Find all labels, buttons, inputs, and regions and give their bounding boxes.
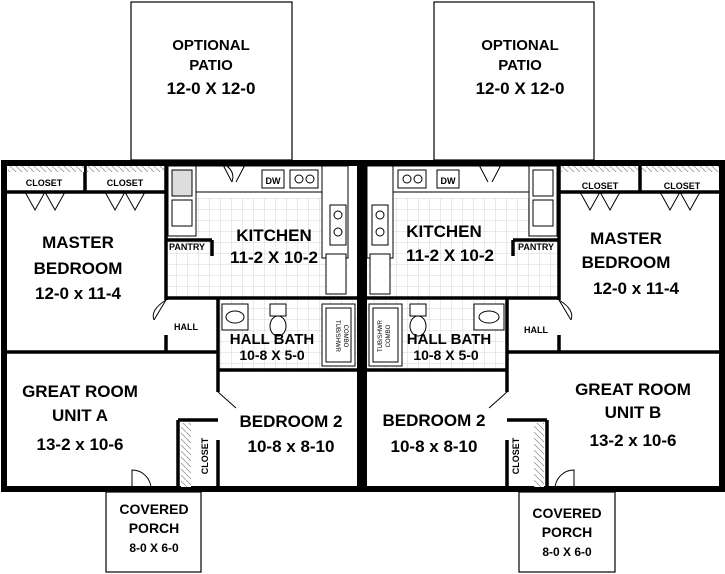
unit-a-master-line1: MASTER xyxy=(42,233,114,252)
party-wall xyxy=(357,163,367,489)
patio-right-size: 12-0 X 12-0 xyxy=(475,79,565,98)
unit-b-master-size: 12-0 x 11-4 xyxy=(592,279,680,298)
unit-b-closet-1: CLOSET xyxy=(581,181,619,191)
unit-a-pantry: PANTRY xyxy=(169,242,205,252)
unit-a-great-size: 13-2 x 10-6 xyxy=(36,435,124,454)
unit-b-bath-size: 10-8 X 5-0 xyxy=(413,347,479,363)
unit-b-tub-note-2: COMBO xyxy=(386,324,392,348)
unit-a-bath-name: HALL BATH xyxy=(229,331,315,348)
unit-b-tub-note-1: TUB/SHWR xyxy=(378,320,384,352)
unit-b-bed2-size: 10-8 x 8-10 xyxy=(390,437,478,456)
unit-a-hall: HALL xyxy=(174,322,198,332)
master-closet-shelf-a1 xyxy=(8,166,84,172)
unit-a-closet-1: CLOSET xyxy=(25,178,63,188)
unit-a-porch-line1: COVERED xyxy=(119,501,189,517)
unit-b-bath-name: HALL BATH xyxy=(406,331,492,348)
unit-a-closet-bed2: CLOSET xyxy=(200,437,210,475)
unit-a-kitchen-name: KITCHEN xyxy=(236,226,312,245)
unit-b-closet-bed2: CLOSET xyxy=(511,437,521,475)
patio-left-line1: OPTIONAL xyxy=(172,37,250,54)
unit-a-bed2-size: 10-8 x 8-10 xyxy=(247,437,335,456)
unit-b-hall: HALL xyxy=(524,325,548,335)
patio-right-line1: OPTIONAL xyxy=(481,37,559,54)
unit-a-great-line1: GREAT ROOM xyxy=(22,382,138,401)
unit-a-bath-size: 10-8 X 5-0 xyxy=(239,347,305,363)
unit-a-porch-size: 8-0 X 6-0 xyxy=(129,541,179,555)
unit-b-master-line1: MASTER xyxy=(590,229,662,248)
patio-left-size: 12-0 X 12-0 xyxy=(166,79,256,98)
patio-left-line2: PATIO xyxy=(189,57,233,74)
unit-a-dw: DW xyxy=(265,176,281,186)
unit-a-great-line2: UNIT A xyxy=(51,406,109,425)
unit-a-kitchen-size: 11-2 X 10-2 xyxy=(230,248,318,267)
unit-b-bed2-name: BEDROOM 2 xyxy=(382,411,486,430)
unit-b-great-line1: GREAT ROOM xyxy=(575,380,691,399)
unit-b-porch-line2: PORCH xyxy=(541,524,593,540)
unit-b-pantry: PANTRY xyxy=(518,242,554,252)
unit-b-porch-line1: COVERED xyxy=(532,505,602,521)
unit-b-kitchen-size: 11-2 X 10-2 xyxy=(406,246,494,265)
unit-a-porch-line2: PORCH xyxy=(128,520,180,536)
unit-b-master-line2: BEDROOM xyxy=(581,253,671,272)
unit-a-tub-note-2: COMBO xyxy=(342,324,348,348)
closet-shelf-b xyxy=(534,423,544,487)
master-closet-shelf-b2 xyxy=(642,166,719,172)
unit-a-master-line2: BEDROOM xyxy=(33,259,123,278)
unit-b-dw: DW xyxy=(440,176,456,186)
unit-a-closet-2: CLOSET xyxy=(106,178,144,188)
patio-right-line2: PATIO xyxy=(498,57,542,74)
master-closet-shelf-b1 xyxy=(561,166,638,172)
unit-b-porch-size: 8-0 X 6-0 xyxy=(542,545,592,559)
unit-a-bed2-name: BEDROOM 2 xyxy=(239,412,343,431)
master-closet-shelf-a2 xyxy=(87,166,164,172)
unit-b-closet-2: CLOSET xyxy=(663,181,701,191)
closet-shelf-a xyxy=(181,423,191,487)
unit-b-kitchen-name: KITCHEN xyxy=(406,222,482,241)
unit-a-tub-note-1: TUB/SHWR xyxy=(334,320,340,352)
unit-b-great-line2: UNIT B xyxy=(604,403,662,422)
unit-b-great-size: 13-2 x 10-6 xyxy=(589,431,677,450)
unit-a-master-size: 12-0 x 11-4 xyxy=(34,284,122,303)
